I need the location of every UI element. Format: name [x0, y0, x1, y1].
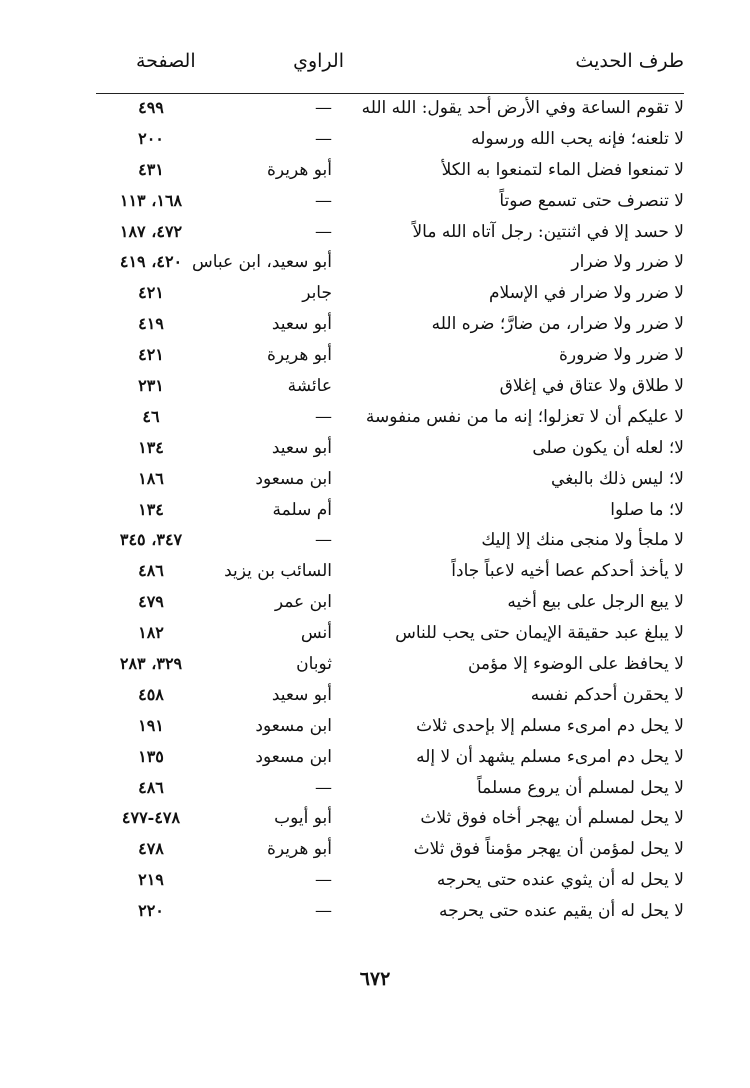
page-reference: ١٣٤	[138, 437, 164, 457]
table-row	[0, 774, 750, 805]
table-row	[0, 496, 750, 527]
narrator-text: ثوبان	[296, 654, 332, 675]
hadith-text: لا يحل لمؤمن أن يهجر مؤمناً فوق ثلاث	[413, 839, 684, 860]
table-row	[0, 310, 750, 341]
table-row	[0, 650, 750, 681]
table-row	[0, 403, 750, 434]
narrator-text: أبو سعيد	[271, 314, 332, 335]
page-reference: ٤٦	[142, 406, 160, 426]
table-row	[0, 743, 750, 774]
narrator-text: —	[315, 190, 332, 211]
hadith-text: لا؛ ليس ذلك بالبغي	[551, 468, 684, 489]
narrator-text: أبو هريرة	[266, 159, 332, 180]
hadith-text: لا يحل لمسلم أن يهجر أخاه فوق ثلاث	[420, 808, 684, 829]
page-reference: ٤٢١	[138, 345, 164, 365]
page-reference: ٤٧٨	[138, 839, 164, 859]
hadith-text: لا تمنعوا فضل الماء لتمنعوا به الكلأ	[441, 159, 684, 180]
table-row	[0, 218, 750, 249]
hadith-text: لا تلعنه؛ فإنه يحب الله ورسوله	[471, 128, 684, 149]
table-row	[0, 341, 750, 372]
page-reference: ٣٢٩، ٢٨٣	[119, 654, 183, 674]
hadith-column-header: طرف الحديث	[575, 50, 684, 72]
hadith-text: لا طلاق ولا عتاق في إغلاق	[499, 376, 684, 397]
hadith-text: لا يأخذ أحدكم عصا أخيه لاعباً جاداً	[451, 561, 684, 582]
hadith-text: لا ضرر ولا ضرار في الإسلام	[488, 283, 684, 304]
hadith-text: لا يحقرن أحدكم نفسه	[530, 684, 684, 705]
page-reference: ٢١٩	[138, 870, 164, 890]
narrator-text: عائشة	[287, 376, 332, 397]
hadith-text: لا يحل دم امرىء مسلم إلا بإحدى ثلاث	[416, 715, 684, 736]
page-reference: ٤٢٠، ٤١٩	[119, 252, 183, 272]
page-reference: ٤٧٩	[138, 592, 164, 612]
page-reference: ٢٠٠	[138, 128, 164, 148]
narrator-text: —	[315, 406, 332, 427]
narrator-text: —	[315, 901, 332, 922]
narrator-text: أبو أيوب	[274, 808, 332, 829]
page-reference: ١٨٢	[138, 623, 164, 643]
page-number: ٦٧٢	[359, 968, 391, 990]
page-reference: ١٦٨، ١١٣	[119, 190, 183, 210]
narrator-text: ابن مسعود	[255, 715, 332, 736]
table-row	[0, 588, 750, 619]
table-row	[0, 526, 750, 557]
table-row	[0, 465, 750, 496]
hadith-text: لا عليكم أن لا تعزلوا؛ إنه ما من نفس منفوسة	[365, 406, 684, 427]
narrator-text: —	[315, 530, 332, 551]
page-reference: ٤٩٩	[138, 98, 164, 117]
table-header	[96, 50, 684, 86]
hadith-text: لا يحل دم امرىء مسلم يشهد أن لا إله	[416, 746, 684, 767]
hadith-text: لا تنصرف حتى تسمع صوتاً	[499, 190, 684, 211]
narrator-text: ابن مسعود	[255, 746, 332, 767]
page-reference: ٤٧٨-٤٧٧	[121, 808, 181, 828]
narrator-text: أنس	[300, 623, 332, 644]
page-reference: ١٣٥	[138, 746, 164, 766]
page-reference: ٢٢٠	[138, 901, 164, 921]
page-reference: ٤٨٦	[138, 777, 164, 797]
narrator-text: ابن عمر	[274, 592, 332, 613]
table-row	[0, 557, 750, 588]
table-row	[0, 866, 750, 897]
index-table-body	[0, 94, 750, 928]
table-row	[0, 187, 750, 218]
hadith-text: لا يحل له أن يقيم عنده حتى يحرجه	[439, 901, 684, 922]
page-column-header: الصفحة	[136, 50, 196, 72]
page-reference: ١٩١	[138, 715, 164, 735]
page-reference: ١٣٤	[138, 499, 164, 519]
narrator-text: —	[315, 128, 332, 149]
table-row	[0, 897, 750, 928]
table-row	[0, 279, 750, 310]
narrator-text: السائب بن يزيد	[224, 561, 332, 582]
table-row	[0, 372, 750, 403]
table-row	[0, 835, 750, 866]
narrator-text: —	[315, 870, 332, 891]
table-row	[0, 681, 750, 712]
narrator-text: أبو سعيد	[271, 684, 332, 705]
table-row	[0, 804, 750, 835]
hadith-text: لا يحل لمسلم أن يروع مسلماً	[477, 777, 684, 798]
table-row	[0, 156, 750, 187]
table-row	[0, 125, 750, 156]
hadith-text: لا يحافظ على الوضوء إلا مؤمن	[467, 654, 684, 675]
narrator-text: جابر	[302, 283, 332, 304]
table-row	[0, 619, 750, 650]
narrator-text: أبو سعيد	[271, 437, 332, 458]
page-reference: ٤٥٨	[138, 684, 164, 704]
hadith-text: لا ضرر ولا ضرار	[571, 252, 684, 273]
page-reference: ١٨٦	[138, 468, 164, 488]
page-reference: ٤١٩	[138, 314, 164, 334]
table-row	[0, 434, 750, 465]
hadith-text: لا حسد إلا في اثنتين: رجل آتاه الله مالاً	[412, 221, 684, 242]
hadith-text: لا ضرر ولا ضرورة	[559, 345, 684, 366]
hadith-text: لا تقوم الساعة وفي الأرض أحد يقول: الله الله	[361, 98, 684, 118]
page-reference: ٤٢١	[138, 283, 164, 303]
narrator-text: أم سلمة	[272, 499, 332, 520]
hadith-text: لا ملجأ ولا منجى منك إلا إليك	[481, 530, 684, 551]
narrator-column-header: الراوي	[293, 50, 344, 72]
narrator-text: أبو هريرة	[266, 839, 332, 860]
narrator-text: ابن مسعود	[255, 468, 332, 489]
narrator-text: أبو سعيد، ابن عباس	[191, 252, 332, 273]
narrator-text: —	[315, 777, 332, 798]
hadith-text: لا يبع الرجل على بيع أخيه	[507, 592, 684, 613]
hadith-text: لا يحل له أن يثوي عنده حتى يحرجه	[436, 870, 684, 891]
hadith-text: لا؛ لعله أن يكون صلى	[532, 437, 684, 458]
table-row	[0, 712, 750, 743]
hadith-text: لا ضرر ولا ضرار، من ضارَّ؛ ضره الله	[431, 314, 684, 335]
table-row	[0, 248, 750, 279]
narrator-text: أبو هريرة	[266, 345, 332, 366]
page-reference: ٤٧٢، ١٨٧	[119, 221, 183, 241]
hadith-text: لا؛ ما صلوا	[610, 499, 684, 520]
page-reference: ٤٣١	[138, 159, 164, 179]
page-reference: ٢٣١	[138, 376, 164, 396]
hadith-text: لا يبلغ عبد حقيقة الإيمان حتى يحب للناس	[395, 623, 684, 644]
page-reference: ٤٨٦	[138, 561, 164, 581]
table-row	[0, 94, 750, 125]
narrator-text: —	[315, 98, 332, 118]
narrator-text: —	[315, 221, 332, 242]
page-reference: ٣٤٧، ٣٤٥	[119, 530, 183, 550]
